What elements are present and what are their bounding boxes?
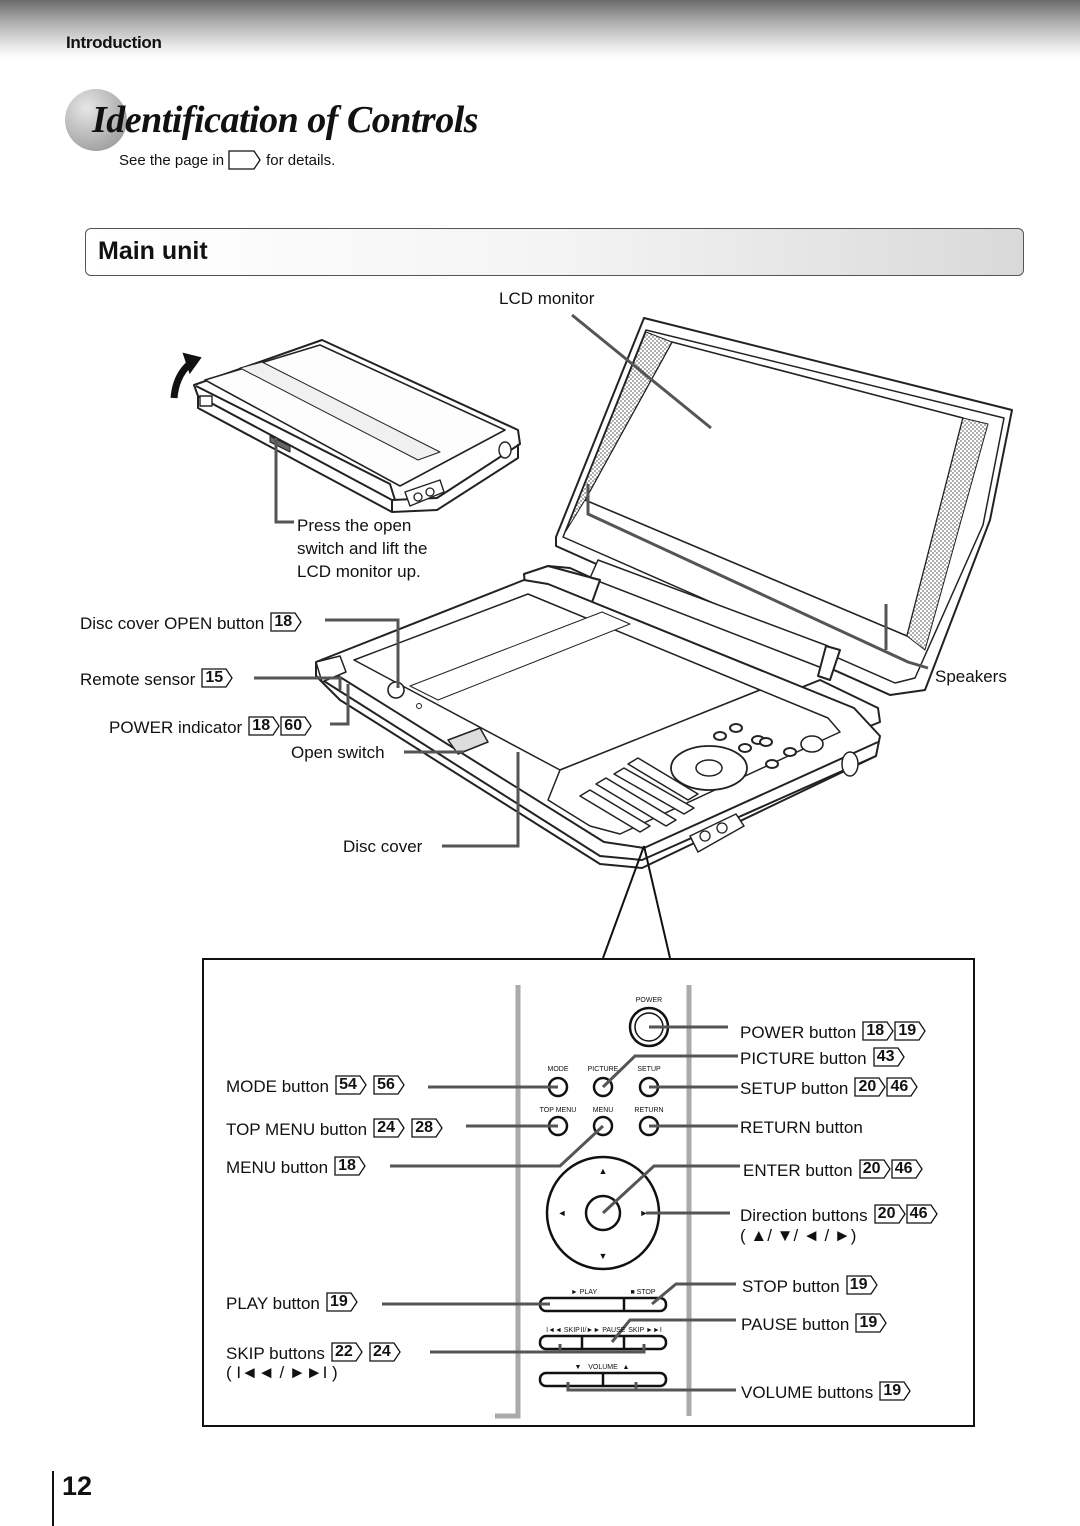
- label-enter-button: ENTER button 20 46: [743, 1159, 923, 1181]
- section-label: Introduction: [66, 33, 162, 52]
- label-volume-buttons: VOLUME buttons 19: [741, 1381, 911, 1403]
- silk-skip-prev: I◄◄ SKIP: [546, 1327, 580, 1334]
- section-title: Main unit: [98, 237, 208, 265]
- silk-power: POWER: [635, 997, 663, 1004]
- label-stop-button: STOP button 19: [742, 1275, 878, 1297]
- arrow-left-icon: ◄: [557, 1208, 567, 1218]
- label-pause-button: PAUSE button 19: [741, 1313, 887, 1335]
- page-ref: 15: [201, 668, 233, 688]
- label-speakers: Speakers: [935, 667, 1007, 686]
- arrow-up-icon: ▲: [598, 1166, 608, 1176]
- label-setup-button: SETUP button 20 46: [740, 1077, 918, 1099]
- label-power-button: POWER button 18 19: [740, 1021, 926, 1043]
- page-number: 12: [62, 1471, 93, 1501]
- label-mode-button: MODE button 54 56: [226, 1075, 405, 1097]
- page-title: Identification of Controls: [92, 99, 479, 141]
- silk-return: RETURN: [634, 1107, 664, 1114]
- label-lcd-monitor: LCD monitor: [499, 289, 595, 308]
- label-remote-sensor: Remote sensor 15: [80, 668, 233, 690]
- silk-stop: ■ STOP: [630, 1289, 656, 1296]
- silk-picture: PICTURE: [587, 1066, 619, 1073]
- label-skip-symbols: ( I◄◄ / ►►I ): [226, 1363, 338, 1382]
- silk-play: ► PLAY: [570, 1289, 598, 1296]
- label-top-menu-button: TOP MENU button 24 28: [226, 1118, 443, 1140]
- page-ref: 18: [270, 612, 302, 632]
- silk-pause: II/►► PAUSE: [580, 1327, 626, 1334]
- silk-volume: VOLUME: [588, 1364, 618, 1371]
- silk-skip-next: SKIP ►►I: [628, 1327, 662, 1334]
- label-press-open: Press the open switch and lift the LCD monitor up.: [297, 516, 428, 581]
- label-return-button: RETURN button: [740, 1118, 863, 1137]
- label-direction-symbols: ( ▲/ ▼/ ◄ / ►): [740, 1226, 857, 1245]
- page-ref: 18: [248, 716, 280, 736]
- silk-setup: SETUP: [637, 1066, 661, 1073]
- silk-top-menu: TOP MENU: [539, 1107, 577, 1114]
- label-play-button: PLAY button 19: [226, 1292, 358, 1314]
- page-number-rule: [52, 1471, 54, 1526]
- label-open-switch: Open switch: [291, 743, 385, 762]
- silk-menu: MENU: [592, 1107, 614, 1114]
- arrow-down-icon: ▼: [598, 1251, 608, 1261]
- label-picture-button: PICTURE button 43: [740, 1047, 905, 1069]
- label-disc-cover: Disc cover: [343, 837, 423, 856]
- closed-player-drawing: [194, 340, 520, 512]
- silk-vol-up: ▲: [622, 1364, 630, 1371]
- see-page-after: for details.: [266, 151, 336, 169]
- play-stop-bar: [540, 1298, 666, 1311]
- label-direction-buttons: Direction buttons 20 46: [740, 1204, 938, 1226]
- page-ref: 60: [280, 716, 312, 736]
- silk-mode: MODE: [547, 1066, 569, 1073]
- label-skip-buttons: SKIP buttons 22 24: [226, 1342, 401, 1364]
- see-page-before: See the page in: [119, 151, 225, 169]
- label-menu-button: MENU button 18: [226, 1156, 366, 1178]
- silk-vol-down: ▼: [574, 1364, 582, 1371]
- label-disc-cover-open: Disc cover OPEN button 18: [80, 612, 302, 634]
- arrow-right-icon: ►: [639, 1208, 649, 1218]
- label-power-indicator: POWER indicator 18 60: [109, 716, 312, 738]
